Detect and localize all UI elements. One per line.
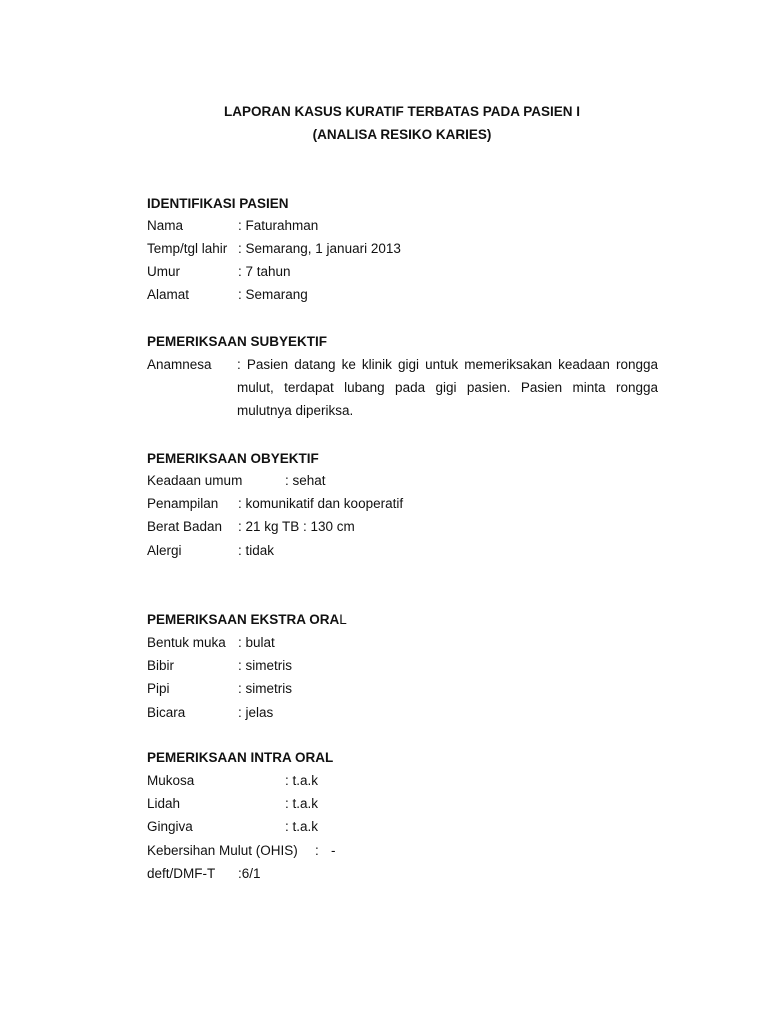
value-nama: : Faturahman <box>238 218 319 233</box>
value-bibir: : simetris <box>238 658 292 673</box>
document-subtitle: (ANALISA RESIKO KARIES) <box>312 127 492 142</box>
label-ttl: Temp/tgl lahir <box>147 241 228 256</box>
label-gingiva: Gingiva <box>147 819 193 834</box>
value-alergi: : tidak <box>238 543 275 558</box>
value-ohis: - <box>331 843 336 858</box>
value-bicara: : jelas <box>238 705 274 720</box>
label-berat-badan: Berat Badan <box>147 519 223 534</box>
heading-ekstra-oral-main: PEMERIKSAAN EKSTRA ORA <box>147 612 340 627</box>
value-bentuk-muka: : bulat <box>238 635 275 650</box>
anamnesa-line-2: mulut, terdapat lubang pada gigi pasien. Pasien minta rongga <box>237 380 658 395</box>
value-keadaan-umum: : sehat <box>285 473 326 488</box>
value-mukosa: : t.a.k <box>285 773 319 788</box>
label-keadaan-umum: Keadaan umum <box>147 473 243 488</box>
label-umur: Umur <box>147 264 180 279</box>
heading-ekstra-oral <box>147 612 347 628</box>
document-title: LAPORAN KASUS KURATIF TERBATAS PADA PASIEN I <box>223 104 580 119</box>
value-deft: :6/1 <box>238 866 261 881</box>
label-anamnesa: Anamnesa <box>147 357 212 372</box>
value-penampilan: : komunikatif dan kooperatif <box>238 496 404 511</box>
label-mukosa: Mukosa <box>147 773 195 788</box>
value-alamat: : Semarang <box>238 287 308 302</box>
colon-ohis: : <box>315 843 319 858</box>
label-nama: Nama <box>147 218 184 233</box>
heading-subyektif: PEMERIKSAAN SUBYEKTIF <box>147 334 328 349</box>
label-bentuk-muka: Bentuk muka <box>147 635 226 650</box>
value-lidah: : t.a.k <box>285 796 319 811</box>
heading-intra-oral: PEMERIKSAAN INTRA ORAL <box>147 750 334 765</box>
value-berat-badan: : 21 kg TB : 130 cm <box>238 519 355 534</box>
heading-identifikasi: IDENTIFIKASI PASIEN <box>147 196 289 211</box>
anamnesa-line-1: : Pasien datang ke klinik gigi untuk memeriksakan keadaan rongga <box>237 357 658 372</box>
value-pipi: : simetris <box>238 681 292 696</box>
anamnesa-line-3: mulutnya diperiksa. <box>237 403 354 418</box>
value-ttl: : Semarang, 1 januari 2013 <box>238 241 401 256</box>
heading-obyektif: PEMERIKSAAN OBYEKTIF <box>147 451 319 466</box>
label-deft: deft/DMF-T <box>147 866 216 881</box>
heading-ekstra-oral-tail: L <box>339 612 347 627</box>
label-lidah: Lidah <box>147 796 181 811</box>
value-umur: : 7 tahun <box>238 264 291 279</box>
label-bibir: Bibir <box>147 658 175 673</box>
label-alergi: Alergi <box>147 543 182 558</box>
label-penampilan: Penampilan <box>147 496 219 511</box>
label-pipi: Pipi <box>147 681 170 696</box>
label-alamat: Alamat <box>147 287 190 302</box>
value-gingiva: : t.a.k <box>285 819 319 834</box>
label-ohis: Kebersihan Mulut (OHIS) <box>147 843 298 858</box>
label-bicara: Bicara <box>147 705 186 720</box>
